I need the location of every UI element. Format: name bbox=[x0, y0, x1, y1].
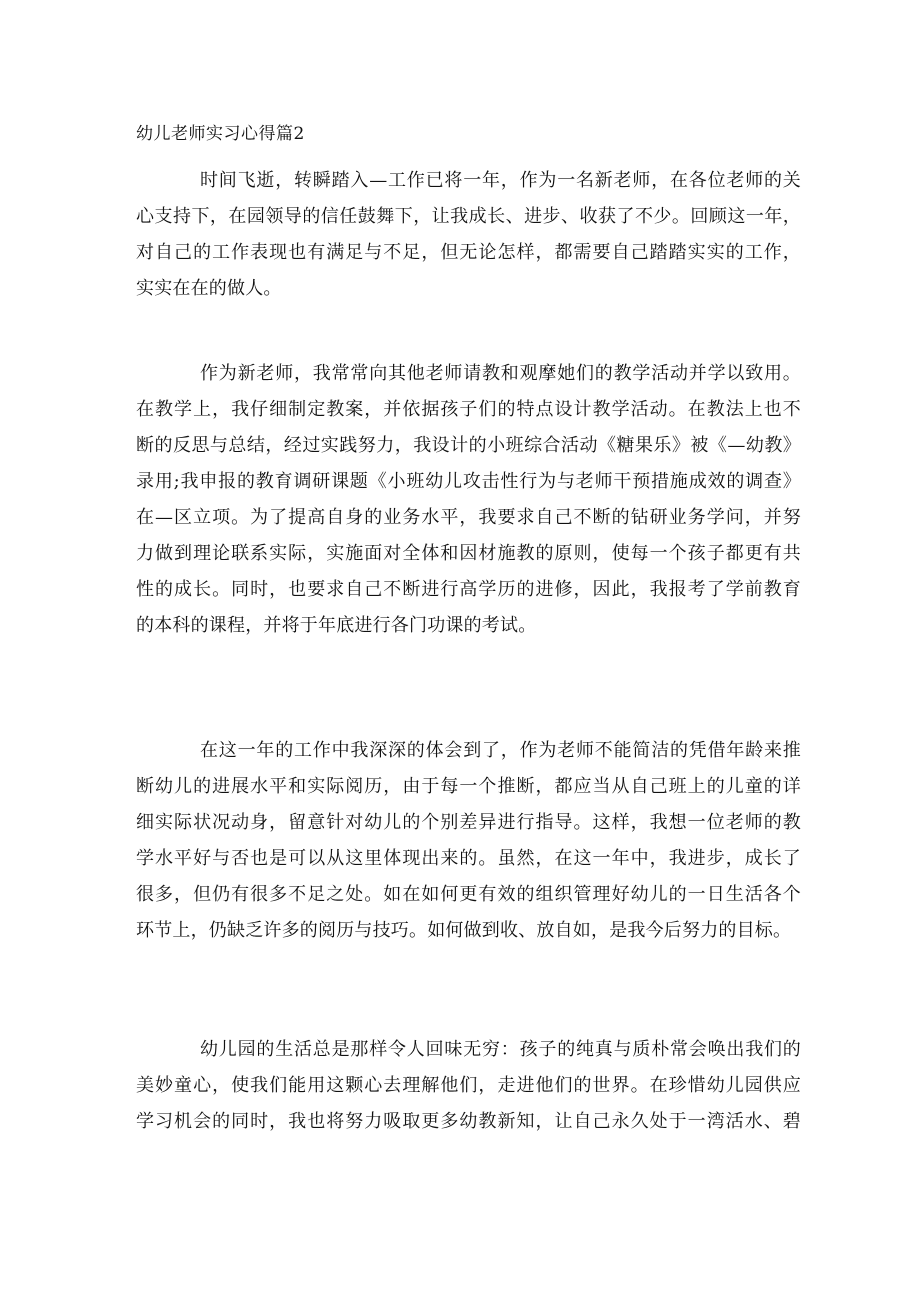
paragraph-line: 美妙童心，使我们能用这颗心去理解他们，走进他们的世界。在珍惜幼儿园供应 bbox=[136, 1075, 801, 1096]
paragraph-line: 性的成长。同时，也要求自己不断进行高学历的进修，因此，我报考了学前教育 bbox=[136, 579, 801, 600]
paragraph-1 bbox=[136, 163, 801, 307]
paragraph-line: 的本科的课程，并将于年底进行各门功课的考试。 bbox=[136, 615, 537, 636]
paragraph-line: 学水平好与否也是可以从这里体现出来的。虽然，在这一年中，我进步，成长了 bbox=[136, 848, 801, 869]
paragraph-line: 细实际状况动身，留意针对幼儿的个别差异进行指导。这样，我想一位老师的教 bbox=[136, 812, 801, 833]
paragraph-line: 作为新老师，我常常向其他老师请教和观摩她们的教学活动并学以致用。 bbox=[200, 363, 801, 384]
paragraph-line: 环节上，仍缺乏许多的阅历与技巧。如何做到收、放自如，是我今后努力的目标。 bbox=[136, 920, 792, 941]
paragraph-line: 录用;我申报的教育调研课题《小班幼儿攻击性行为与老师干预措施成效的调查》 bbox=[136, 471, 801, 492]
paragraph-line: 对自己的工作表现也有满足与不足，但无论怎样，都需要自己踏踏实实的工作， bbox=[136, 242, 801, 263]
paragraph-3 bbox=[136, 733, 801, 949]
paragraph-line: 幼儿园的生活总是那样令人回味无穷：孩子的纯真与质朴常会唤出我们的 bbox=[200, 1039, 801, 1060]
paragraph-line: 在教学上，我仔细制定教案，并依据孩子们的特点设计教学活动。在教法上也不 bbox=[136, 399, 801, 420]
paragraph-2 bbox=[136, 356, 801, 644]
paragraph-line: 实实在在的做人。 bbox=[136, 278, 282, 299]
paragraph-line: 在这一年的工作中我深深的体会到了，作为老师不能简洁的凭借年龄来推 bbox=[200, 740, 801, 761]
paragraph-line: 时间飞逝，转瞬踏入—工作已将一年，作为一名新老师，在各位老师的关 bbox=[200, 170, 801, 191]
document-title: 幼儿老师实习心得篇2 bbox=[136, 124, 305, 144]
paragraph-line: 心支持下，在园领导的信任鼓舞下，让我成长、进步、收获了不少。回顾这一年， bbox=[136, 206, 801, 227]
paragraph-line: 很多，但仍有很多不足之处。如在如何更有效的组织管理好幼儿的一日生活各个 bbox=[136, 884, 801, 905]
paragraph-4 bbox=[136, 1032, 801, 1140]
paragraph-line: 断的反思与总结，经过实践努力，我设计的小班综合活动《糖果乐》被《—幼教》 bbox=[136, 435, 801, 456]
paragraph-line: 力做到理论联系实际，实施面对全体和因材施教的原则，使每一个孩子都更有共 bbox=[136, 543, 801, 564]
paragraph-line: 学习机会的同时，我也将努力吸取更多幼教新知，让自己永久处于一湾活水、碧 bbox=[136, 1111, 801, 1132]
paragraph-line: 断幼儿的进展水平和实际阅历，由于每一个推断，都应当从自己班上的儿童的详 bbox=[136, 776, 801, 797]
paragraph-line: 在—区立项。为了提高自身的业务水平，我要求自己不断的钻研业务学问，并努 bbox=[136, 507, 801, 528]
